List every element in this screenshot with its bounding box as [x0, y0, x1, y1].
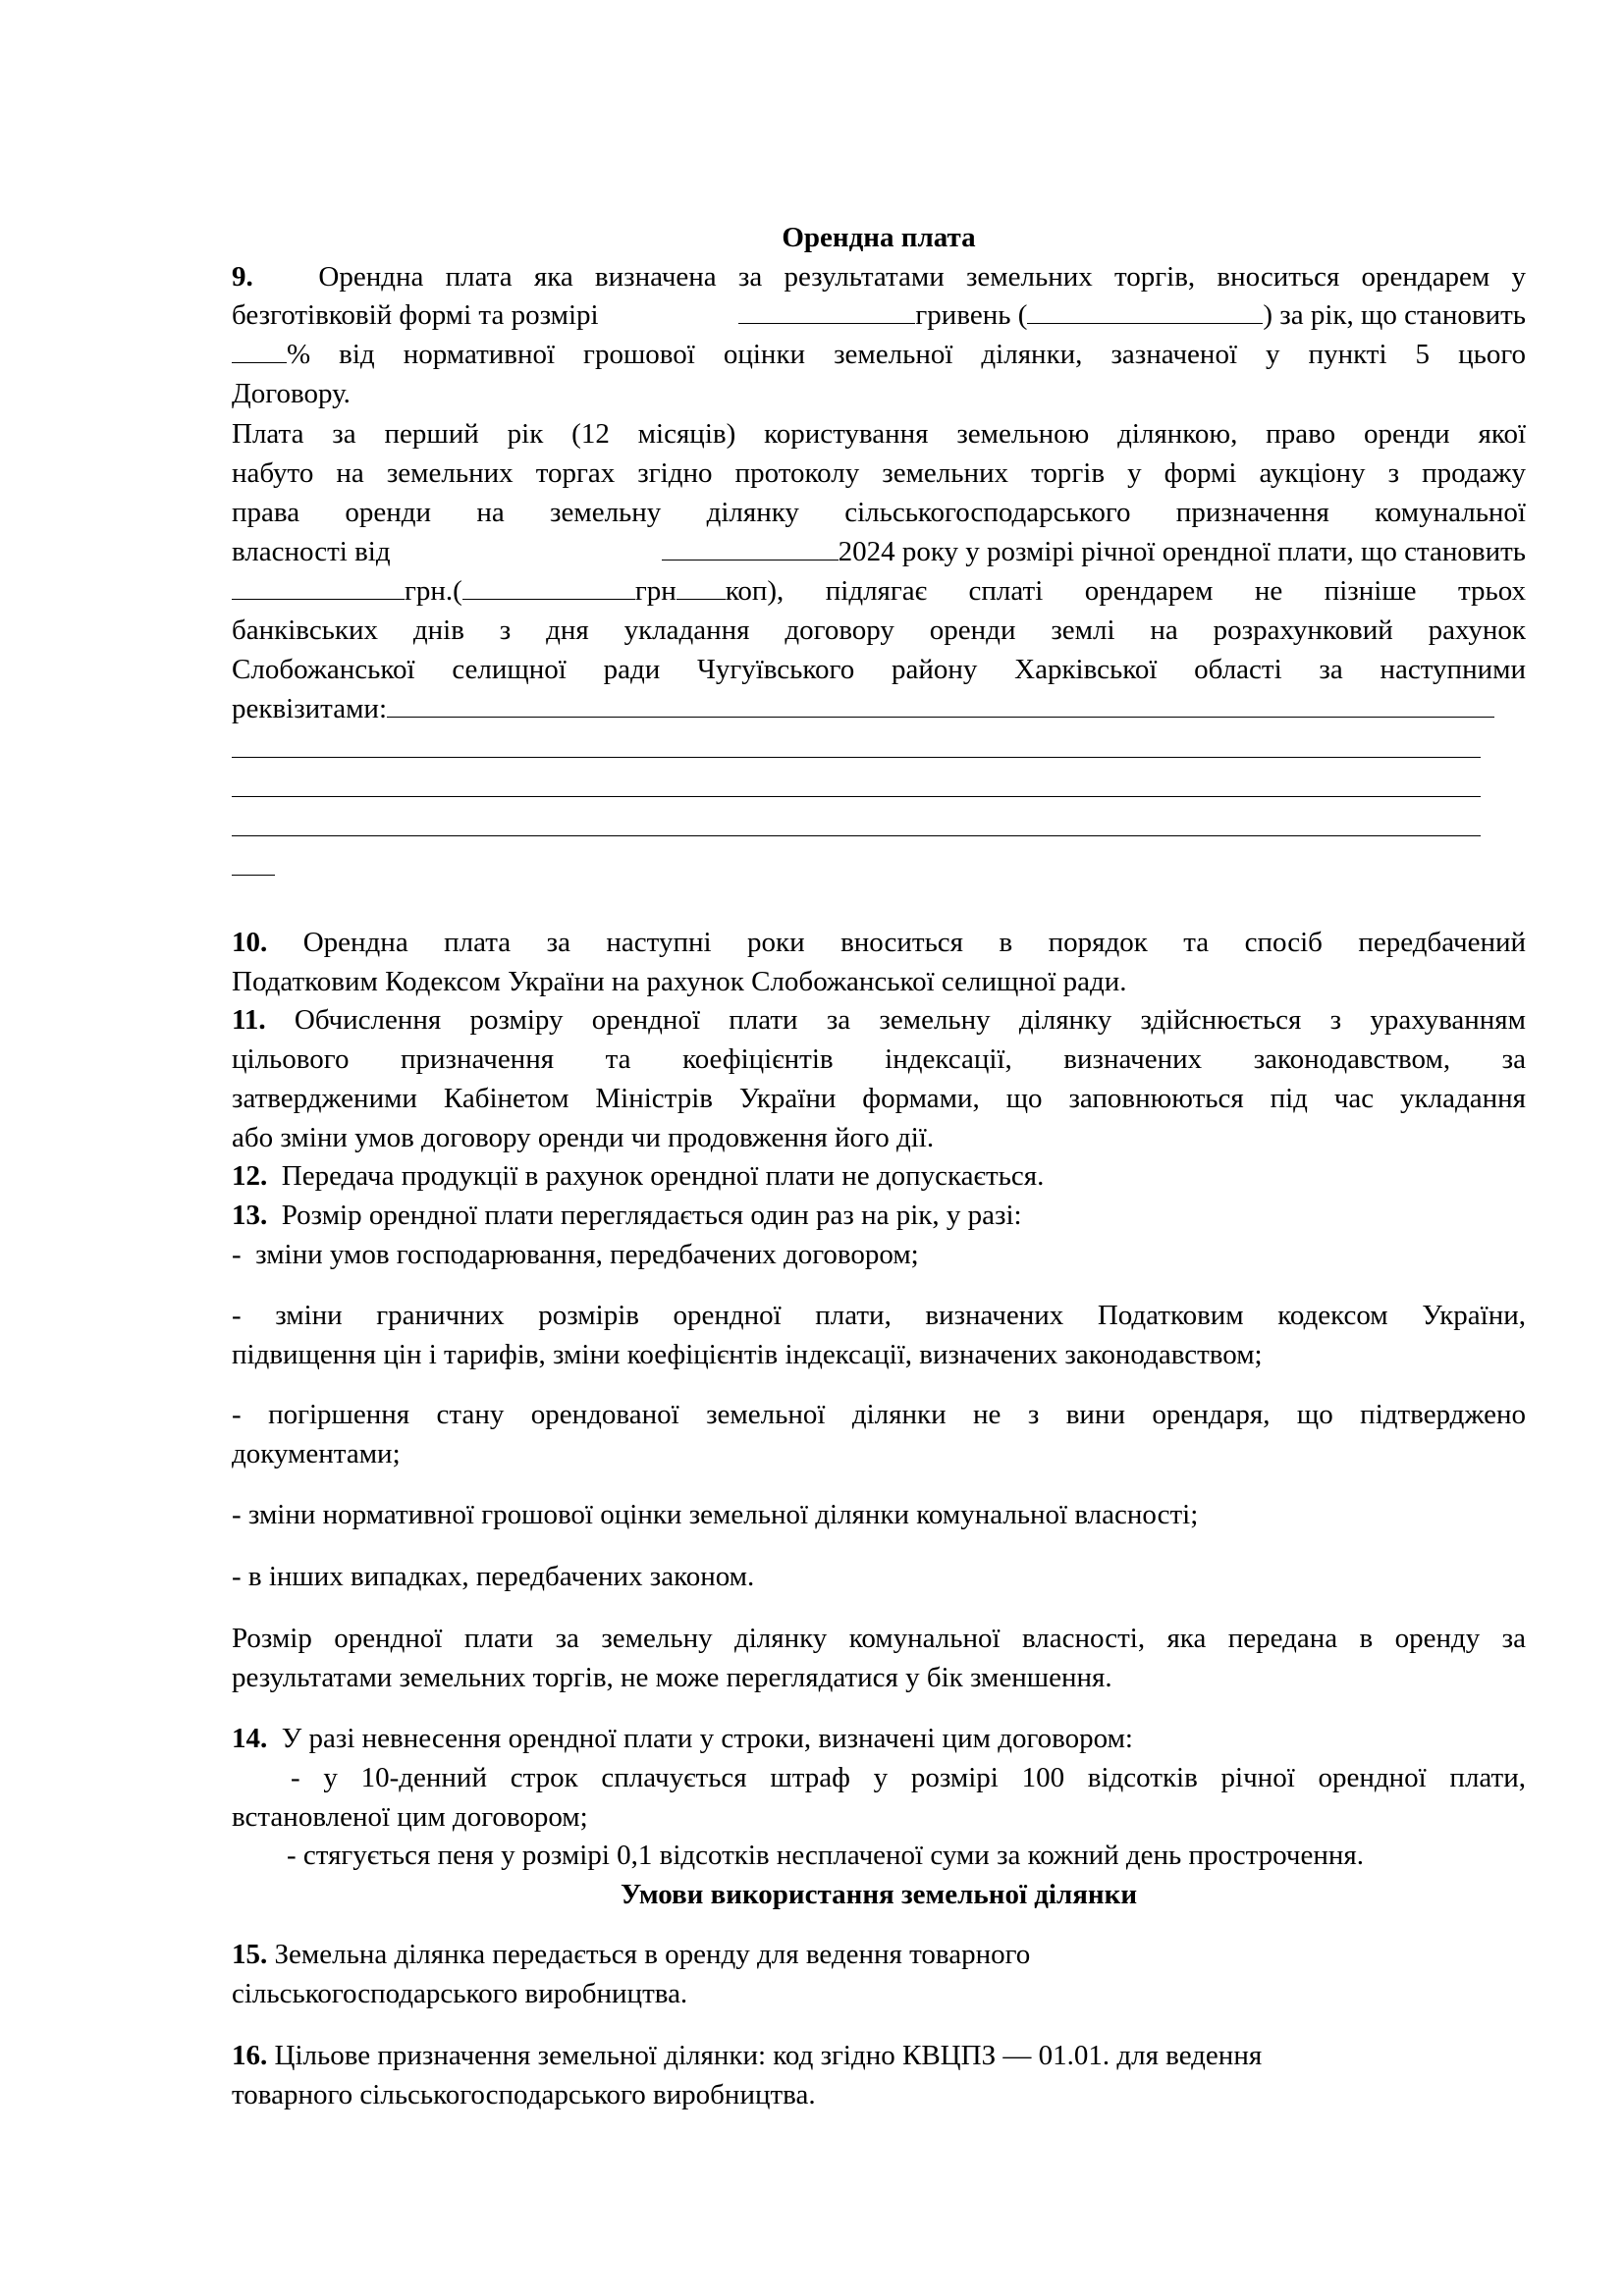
p9-text-3: % від нормативної грошової оцінки земельної ділянки, зазначеної у пункті 5 цього [287, 339, 1526, 370]
p14-item-1-line-1: - у 10-денний строк сплачується штраф у розмірі 100 відсотків річної орендної плати, [291, 1762, 1526, 1793]
requisites-blank-4[interactable] [232, 835, 1481, 836]
p13-item-3-line-2: документами; [232, 1438, 401, 1469]
p13-item-2-line-2: підвищення цін і тарифів, зміни коефіцієнтів індексації, визначених законодавством; [232, 1339, 1263, 1370]
p16-text-1: Цільове призначення земельної ділянки: код згідно КВЦПЗ — 01.01. для ведення [274, 2040, 1263, 2071]
p11-line-3: затвердженими Кабінетом Міністрів України формами, що заповнюються під час укладання [232, 1083, 1526, 1114]
p13-text: Розмір орендної плати переглядається один раз на рік, у разі: [281, 1200, 1022, 1231]
amount-words-blank[interactable] [1027, 322, 1263, 324]
first-year-kop-blank[interactable] [677, 598, 726, 600]
p15-text-1: Земельна ділянка передається в оренду для ведення товарного [274, 1939, 1031, 1970]
section-title-rent: Орендна плата [782, 222, 976, 253]
p10-number: 10. [232, 927, 268, 958]
p9-s2-line-6: банківських днів з дня укладання договору оренди землі на розрахунковий рахунок [232, 614, 1526, 646]
p9-s2-text-4b: 2024 року у розмірі річної орендної плати, що становить [838, 536, 1526, 567]
p9-line-4: Договору. [232, 378, 351, 409]
p9-s2-line-4 [232, 536, 1526, 568]
p9-text-2c: ) за рік, що становить [1263, 299, 1526, 331]
p14-text: У разі невнесення орендної плати у строки, визначені цим договором: [281, 1723, 1133, 1754]
first-year-uah-blank[interactable] [462, 598, 635, 600]
p16-line-1 [232, 2040, 1526, 2072]
p11-line-4: або зміни умов договору оренди чи продовження його дії. [232, 1122, 935, 1153]
p10-text-1: Орендна плата за наступні роки вноситься в порядок та спосіб передбачений [302, 927, 1526, 958]
p13-note-line-1: Розмір орендної плати за земельну ділянку комунальної власності, яка передана в оренду за [232, 1623, 1526, 1654]
p9-number: 9. [232, 261, 253, 293]
requisites-blank-1[interactable] [387, 716, 1494, 718]
p9-s2-text-5b: грн [634, 575, 677, 607]
p11-line-1 [232, 1004, 1526, 1037]
p11-number: 11. [232, 1004, 266, 1036]
requisites-blank-5[interactable] [232, 875, 275, 876]
p9-text-2a: безготівковій формі та розмірі [232, 299, 599, 331]
p9-line-1 [232, 261, 1526, 294]
p13-item-1: - зміни умов господарювання, передбачених договором; [232, 1239, 919, 1270]
p14-line [232, 1723, 1526, 1755]
p9-line-2 [232, 299, 1526, 332]
p13-number: 13. [232, 1200, 268, 1231]
p13-item-3-line-1: - погіршення стану орендованої земельної ділянки не з вини орендаря, що підтверджено [232, 1399, 1526, 1430]
p9-s2-text-5c: коп), підлягає сплаті орендарем не пізніше трьох [725, 575, 1526, 607]
p9-s2-text-4a: власності від [232, 536, 391, 567]
percent-blank[interactable] [232, 361, 287, 363]
p9-s2-text-5a: грн.( [405, 575, 462, 607]
p15-number: 15. [232, 1939, 268, 1970]
p15-line-2: сільськогосподарського виробництва. [232, 1978, 688, 2009]
requisites-blank-3[interactable] [232, 796, 1481, 797]
p13-line [232, 1200, 1526, 1232]
p11-text-1: Обчислення розміру орендної плати за земельну ділянку здійснюється з урахуванням [294, 1004, 1527, 1036]
p13-item-5: - в інших випадках, передбачених законом. [232, 1561, 755, 1592]
p9-s2-line-1: Плата за перший рік (12 місяців) користування земельною ділянкою, право оренди якої [232, 418, 1526, 450]
p14-item-2: - стягується пеня у розмірі 0,1 відсотків несплаченої суми за кожний день прострочення. [287, 1840, 1364, 1871]
p9-line-3 [232, 339, 1526, 371]
p9-s2-line-7: Слобожанської селищної ради Чугуївського району Харківської області за наступними [232, 654, 1526, 685]
p9-text-1: Орендна плата яка визначена за результатами земельних торгів, вноситься орендарем у [318, 261, 1527, 293]
p9-text-2b: гривень ( [915, 299, 1028, 331]
p16-number: 16. [232, 2040, 268, 2071]
p9-s2-line-8 [232, 693, 1526, 725]
p13-item-4: - зміни нормативної грошової оцінки земельної ділянки комунальної власності; [232, 1499, 1199, 1530]
p12-text: Передача продукції в рахунок орендної плати не допускається. [281, 1160, 1045, 1192]
p9-s2-text-8: реквізитами: [232, 693, 388, 724]
p16-line-2: товарного сільськогосподарського виробництва. [232, 2079, 816, 2110]
p10-line-1 [232, 927, 1526, 959]
p14-number: 14. [232, 1723, 268, 1754]
p13-note-line-2: результатами земельних торгів, не може переглядатися у бік зменшення. [232, 1662, 1112, 1693]
p15-line-1 [232, 1939, 1526, 1971]
amount-blank[interactable] [738, 322, 915, 324]
p14-item-1-line-2: встановленої цим договором; [232, 1801, 588, 1833]
first-year-amount-blank[interactable] [232, 598, 405, 600]
protocol-date-blank[interactable] [662, 559, 839, 561]
section-title-usage: Умови використання земельної ділянки [620, 1879, 1138, 1910]
p13-item-2-line-1: - зміни граничних розмірів орендної плати, визначених Податковим кодексом України, [232, 1300, 1526, 1331]
p10-line-2: Податковим Кодексом України на рахунок Слобожанської селищної ради. [232, 966, 1127, 997]
p12-line [232, 1160, 1526, 1193]
p11-line-2: цільового призначення та коефіцієнтів індексації, визначених законодавством, за [232, 1043, 1526, 1075]
p9-s2-line-5 [232, 575, 1526, 608]
p9-s2-line-3: права оренди на земельну ділянку сільськогосподарського призначення комунальної [232, 497, 1526, 528]
requisites-blank-2[interactable] [232, 757, 1481, 758]
p9-s2-line-2: набуто на земельних торгах згідно протоколу земельних торгів у формі аукціону з продажу [232, 457, 1526, 489]
p12-number: 12. [232, 1160, 268, 1192]
